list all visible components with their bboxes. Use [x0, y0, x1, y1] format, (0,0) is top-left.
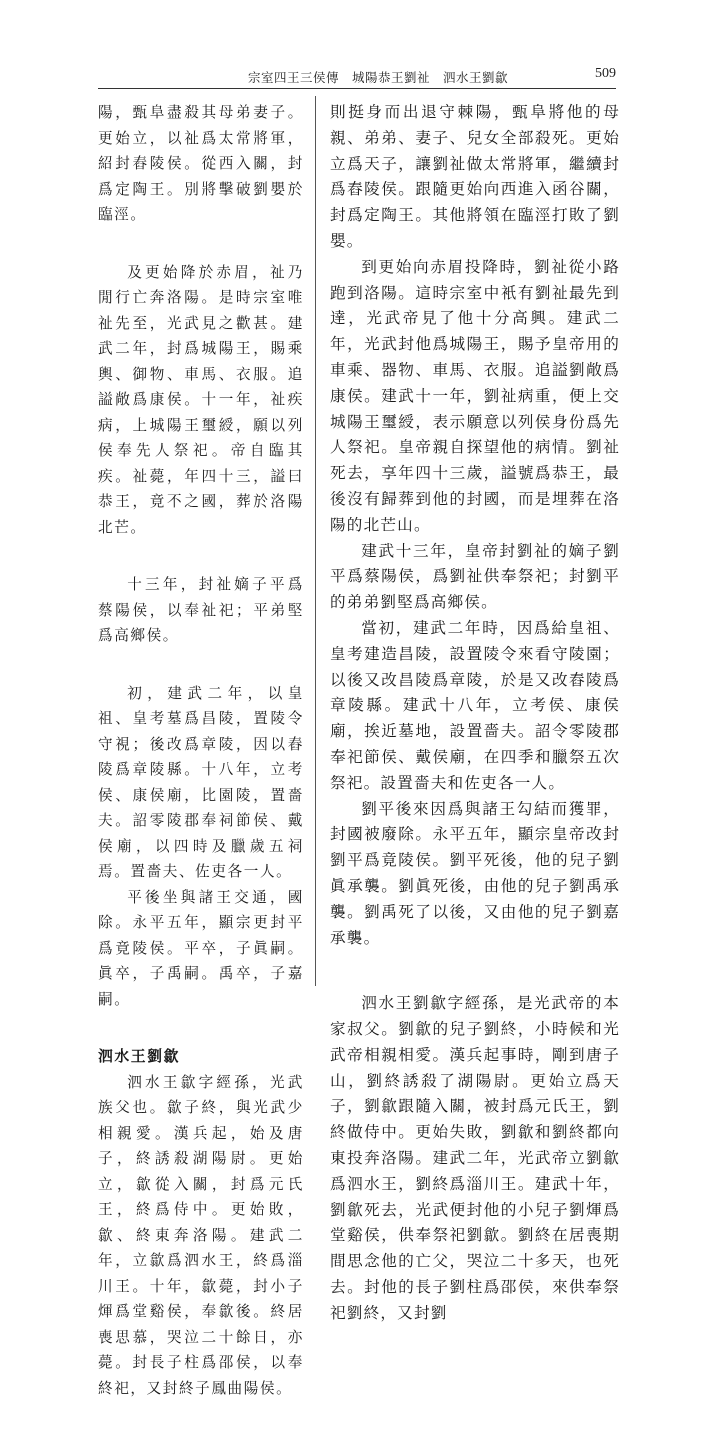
column-divider — [315, 96, 316, 986]
right-paragraph: 劉平後來因爲與諸王勾結而獲罪，封國被廢除。永平五年，顯宗皇帝改封劉平爲竟陵侯。劉平死後，他的兒子劉眞承襲。劉眞死後，由他的兒子劉禹承襲。劉禹死了以後，又由他的兒子劉嘉承襲。 — [330, 799, 620, 947]
left-paragraph: 初，建武二年，以皇祖、皇考墓爲昌陵，置陵令守視；後改爲章陵，因以舂陵爲章陵縣。十八年，立考侯、康侯廟，比園陵，置嗇夫。詔零陵郡奉祠節侯、戴侯廟，以四時及臘歲五祠焉。置嗇夫、佐吏各一人。 — [98, 684, 304, 880]
right-paragraph: 當初，建武二年時，因爲給皇祖、皇考建造昌陵，設置陵令來看守陵園；以後又改昌陵爲章陵，於是又改舂陵爲章陵縣。建武十八年，立考侯、康侯廟，挨近墓地，設置嗇夫。詔令零陵郡奉祀節侯、戴侯廟，在四季和臘祭五次祭祀。設置嗇夫和佐吏各一人。 — [330, 618, 620, 792]
running-title: 宗室四王三侯傳 城陽恭王劉祉 泗水王劉歙 — [248, 70, 509, 85]
section-heading: 泗水王劉歙 — [98, 1048, 180, 1065]
right-column-translation — [330, 100, 620, 1327]
right-paragraph: 建武十三年，皇帝封劉祉的嫡子劉平爲蔡陽侯，爲劉祉供奉祭祀；封劉平的弟弟劉堅爲高鄉侯。 — [330, 541, 620, 612]
right-paragraph: 則挺身而出退守棘陽，甄阜將他的母親、弟弟、妻子、兒女全部殺死。更始立爲天子，讓劉祉做太常將軍，繼續封爲舂陵侯。跟隨更始向西進入函谷關，封爲定陶王。其他將領在臨涇打敗了劉嬰。 — [330, 103, 620, 250]
left-paragraph: 泗水王歙字經孫，光武族父也。歙子終，與光武少相親愛。漢兵起，始及唐子，終誘殺湖陽尉。更始立，歙從入關，封爲元氏王，終爲侍中。更始敗，歙、終東奔洛陽。建武二年，立歙爲泗水王，終爲淄川王。十年，歙薨，封小子煇爲堂谿侯，奉歙後。終居喪思慕，哭泣二十餘日，亦薨。封長子柱爲邵侯，以奉終祀，又封終子鳳曲陽侯。 — [98, 1073, 304, 1397]
page-header — [98, 64, 616, 86]
right-paragraph: 到更始向赤眉投降時，劉祉從小路跑到洛陽。這時宗室中衹有劉祉最先到達，光武帝見了他十分高興。建武二年，光武封他爲城陽王，賜予皇帝用的車乘、器物、車馬、衣服。追謚劉敞爲康侯。建武十一年，劉祉病重，便上交城陽王璽綬，表示願意以列侯身份爲先人祭祀。皇帝親自探望他的病情。劉祉死去，享年四十三歲，謚號爲恭王，最後沒有歸葬到他的封國，而是埋葬在洛陽的北芒山。 — [330, 257, 620, 534]
left-paragraph: 十三年，封祉嫡子平爲蔡陽侯，以奉祉祀；平弟堅爲高鄉侯。 — [98, 576, 304, 644]
header-rule — [98, 88, 616, 89]
page-number: 509 — [595, 66, 616, 81]
left-paragraph: 陽，甄阜盡殺其母弟妻子。更始立，以祉爲太常將軍，紹封舂陵侯。從西入關，封爲定陶王。別將擊破劉嬰於臨涇。 — [98, 104, 304, 223]
left-column-original-text — [98, 100, 304, 1433]
left-paragraph: 平後坐與諸王交通，國除。永平五年，顯宗更封平爲竟陵侯。平卒，子眞嗣。眞卒，子禹嗣。禹卒，子嘉嗣。 — [98, 888, 304, 1008]
right-paragraph: 泗水王劉歙字經孫，是光武帝的本家叔父。劉歙的兒子劉終，小時候和光武帝相親相愛。漢兵起事時，剛到唐子山，劉終誘殺了湖陽尉。更始立爲天子，劉歙跟隨入關，被封爲元氏王，劉終做侍中。更始失敗，劉歙和劉終都向東投奔洛陽。建武二年，光武帝立劉歙爲泗水王，劉終爲淄川王。建武十年，劉歙死去，光武便封他的小兒子劉煇爲堂谿侯，供奉祭祀劉歙。劉終在居喪期間思念他的亡父，哭泣二十多天，也死去。封他的長子劉柱爲邵侯，來供奉祭祀劉終，又封劉 — [330, 994, 620, 1322]
left-paragraph: 及更始降於赤眉，祉乃閒行亡奔洛陽。是時宗室唯祉先至，光武見之歡甚。建武二年，封爲城陽王，賜乘輿、御物、車馬、衣服。追謚敞爲康侯。十一年，祉疾病，上城陽王璽綬，願以列侯奉先人祭祀。帝自臨其疾。祉薨，年四十三，謚曰恭王，竟不之國，葬於洛陽北芒。 — [98, 263, 304, 536]
